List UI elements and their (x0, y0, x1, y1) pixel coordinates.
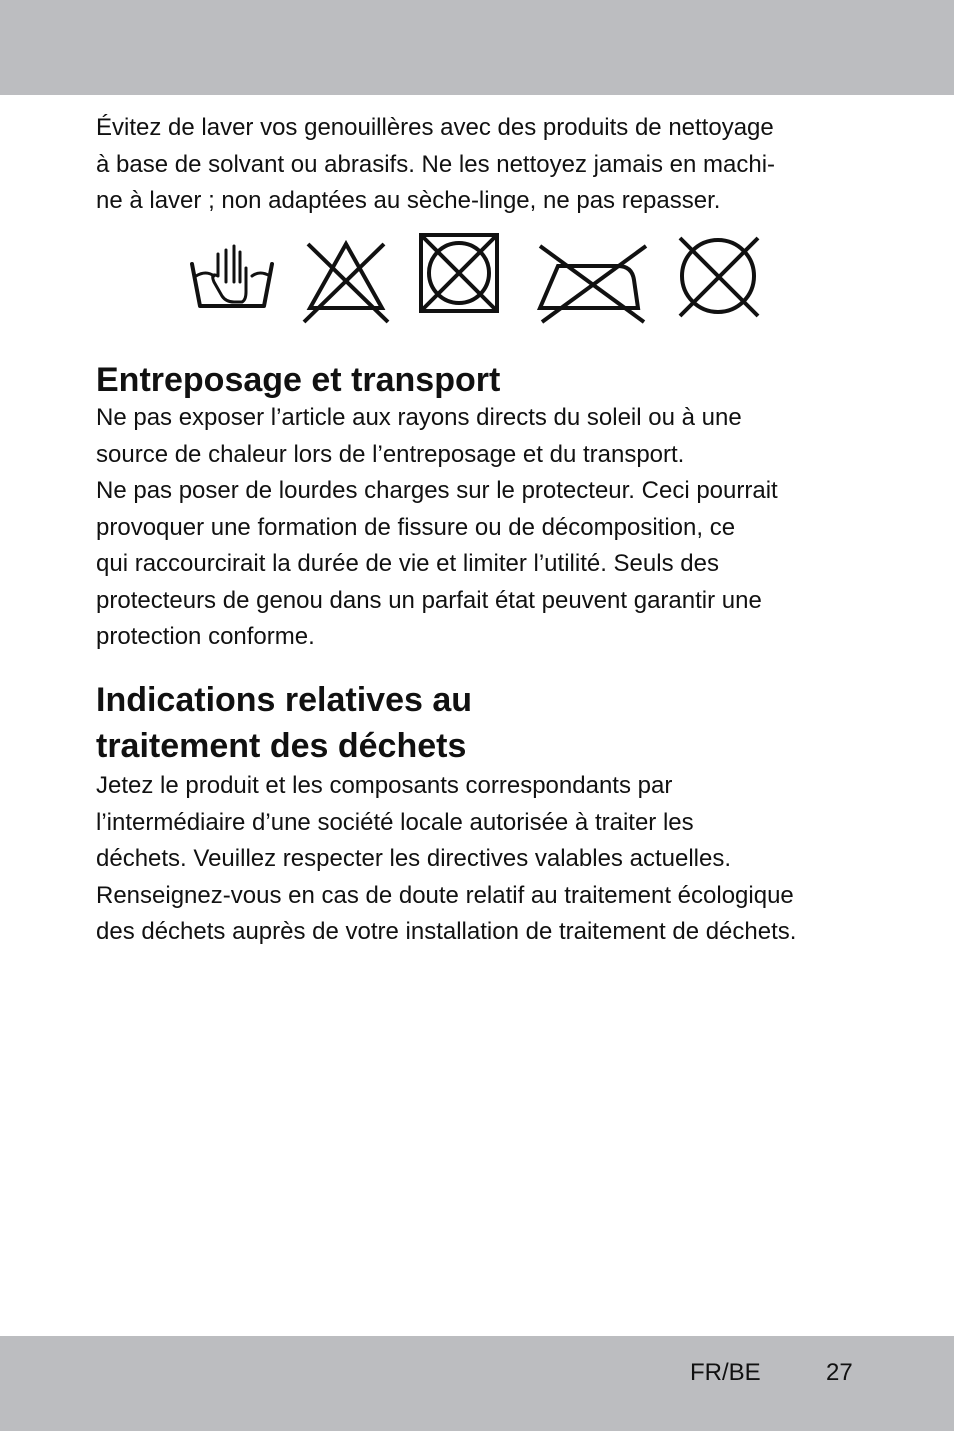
intro-line: Évitez de laver vos genouillères avec des produits de nettoyage (96, 114, 774, 141)
disposal-line: des déchets auprès de votre installation de traitement de déchets. (96, 918, 797, 945)
intro-line: ne à laver ; non adaptées au sèche-linge, ne pas repasser. (96, 187, 721, 214)
storage-line: source de chaleur lors de l’entreposage et du transport. (96, 440, 685, 468)
section-heading-disposal-cont: traitement des déchets (96, 727, 467, 765)
storage-line: qui raccourcirait la durée de vie et limiter l’utilité. Seuls des (96, 550, 719, 577)
do-not-iron-icon (534, 232, 652, 324)
care-symbols (186, 232, 776, 324)
do-not-bleach-icon (300, 232, 392, 324)
storage-section (96, 356, 896, 656)
storage-line: Ne pas exposer l’article aux rayons directs du soleil ou à une (96, 404, 742, 431)
do-not-tumble-dry-icon (418, 232, 500, 314)
disposal-section (96, 676, 896, 951)
disposal-line: l’intermédiaire d’une société locale autorisée à traiter les (96, 808, 694, 836)
intro-paragraph (96, 110, 876, 220)
footer-band (0, 1336, 954, 1431)
disposal-line: Jetez le produit et les composants correspondants par (96, 772, 673, 799)
section-heading-disposal: Indications relatives au (96, 681, 473, 719)
storage-line: Ne pas poser de lourdes charges sur le protecteur. Ceci pourrait (96, 477, 778, 504)
hand-wash-icon (186, 232, 278, 324)
disposal-line: déchets. Veuillez respecter les directives valables actuelles. (96, 845, 731, 872)
footer-language: FR/BE (690, 1359, 761, 1386)
intro-line: à base de solvant ou abrasifs. Ne les nettoyez jamais en machi- (96, 150, 776, 178)
do-not-dry-clean-icon (674, 232, 766, 324)
page-number: 27 (826, 1359, 853, 1386)
storage-line: protecteurs de genou dans un parfait état peuvent garantir une (96, 586, 762, 614)
disposal-line: Renseignez-vous en cas de doute relatif au traitement écologique (96, 881, 794, 909)
storage-line: provoquer une formation de fissure ou de décomposition, ce (96, 513, 736, 541)
header-band (0, 0, 954, 95)
section-heading-storage: Entreposage et transport (96, 361, 501, 399)
storage-line: protection conforme. (96, 623, 315, 650)
